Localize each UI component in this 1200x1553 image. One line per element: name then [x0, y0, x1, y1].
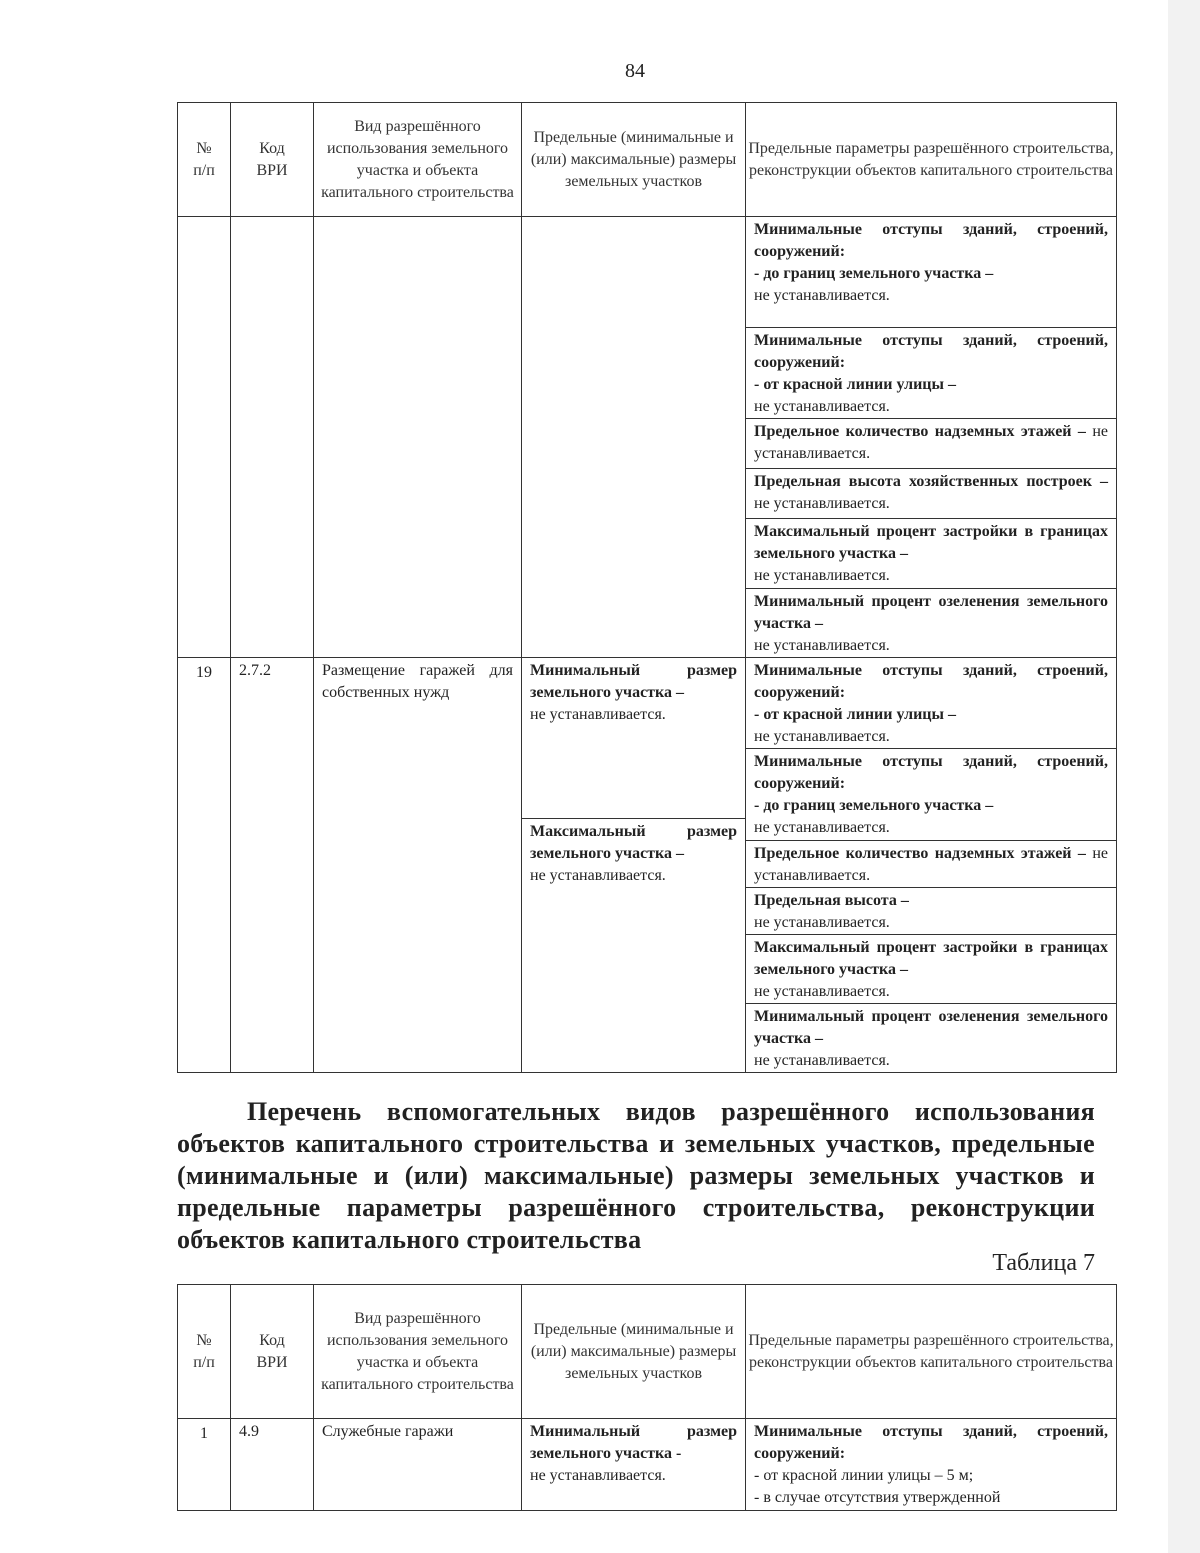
table-header-row [178, 103, 1117, 217]
section-heading: Перечень вспомогательных видов разрешённого использования объектов капитального строительства и земельных участков, предельные (минимальные и (или) максимальные) размеры земельных участков и предельные параметры разрешённого строительства, реконструкции объектов капитального строительства [177, 1097, 1095, 1254]
page-number: 84 [625, 60, 645, 82]
param-item: Минимальные отступы зданий, строений, сооружений: - до границ земельного участка – не устанавливается. [746, 217, 1116, 327]
row-kind: Размещение гаражей для собственных нужд [314, 657, 522, 1072]
row-sizes [522, 657, 746, 1072]
header-kind: Вид разрешённого использования земельного участка и объекта капитального строительства [314, 103, 522, 217]
param-item: Максимальный процент застройки в границах земельного участка – не устанавливается. [746, 518, 1116, 588]
param-item: Предельное количество надземных этажей – не устанавливается. [746, 840, 1116, 887]
table-7 [177, 1284, 1117, 1511]
param-item: Минимальные отступы зданий, строений, сооружений: - до границ земельного участка – не устанавливается. [746, 748, 1116, 840]
header-kind: Вид разрешённого использования земельного участка и объекта капитального строительства [314, 1285, 522, 1419]
empty-cell [522, 217, 746, 658]
params-cell [746, 217, 1117, 658]
empty-cell [231, 217, 314, 658]
params-cell [746, 657, 1117, 1072]
row-params: Минимальные отступы зданий, строений, сооружений: - от красной линии улицы – 5 м; - в случае отсутствия утвержденной [746, 1419, 1117, 1511]
header-params: Предельные параметры разрешённого строительства, реконструкции объектов капитального строительства [746, 103, 1117, 217]
row-code: 4.9 [231, 1419, 314, 1511]
row-sizes: Минимальный размер земельного участка - не устанавливается. [522, 1419, 746, 1511]
table-header-row [178, 1285, 1117, 1419]
table-row [178, 1419, 1117, 1511]
scan-margin-strip [1168, 0, 1200, 1553]
row-kind: Служебные гаражи [314, 1419, 522, 1511]
row-code: 2.7.2 [231, 657, 314, 1072]
table-row [178, 217, 1117, 658]
param-item: Предельная высота хозяйственных построек – не устанавливается. [746, 468, 1116, 518]
header-sizes: Предельные (минимальные и (или) максимальные) размеры земельных участков [522, 1285, 746, 1419]
param-item: Минимальный процент озеленения земельного участка – не устанавливается. [754, 1007, 1108, 1069]
param-item: Минимальные отступы зданий, строений, сооружений: - от красной линии улицы – не устанавливается. [746, 327, 1116, 418]
min-size: Минимальный размер земельного участка – не устанавливается. [522, 658, 745, 819]
header-code: Код ВРИ [231, 1285, 314, 1419]
param-item: Максимальный процент застройки в границах земельного участка – не устанавливается. [746, 934, 1116, 1003]
param-item: Минимальные отступы зданий, строений, сооружений: - от красной линии улицы – не устанавливается. [746, 658, 1116, 749]
table-row-19 [178, 657, 1117, 1072]
table-continuation [177, 102, 1117, 1073]
max-size: Максимальный размер земельного участка – не устанавливается. [530, 822, 737, 884]
empty-cell [178, 217, 231, 658]
header-params: Предельные параметры разрешённого строительства, реконструкции объектов капитального строительства [746, 1285, 1117, 1419]
header-sizes: Предельные (минимальные и (или) максимальные) размеры земельных участков [522, 103, 746, 217]
header-no: № п/п [178, 1285, 231, 1419]
row-number: 19 [178, 657, 231, 1072]
param-item: Предельная высота – не устанавливается. [746, 887, 1116, 934]
param-item: Минимальный процент озеленения земельного участка – не устанавливается. [754, 592, 1108, 654]
row-number: 1 [178, 1419, 231, 1511]
header-code: Код ВРИ [231, 103, 314, 217]
table-label: Таблица 7 [992, 1250, 1095, 1276]
header-no: № п/п [178, 103, 231, 217]
empty-cell [314, 217, 522, 658]
param-item: Предельное количество надземных этажей – не устанавливается. [746, 418, 1116, 468]
